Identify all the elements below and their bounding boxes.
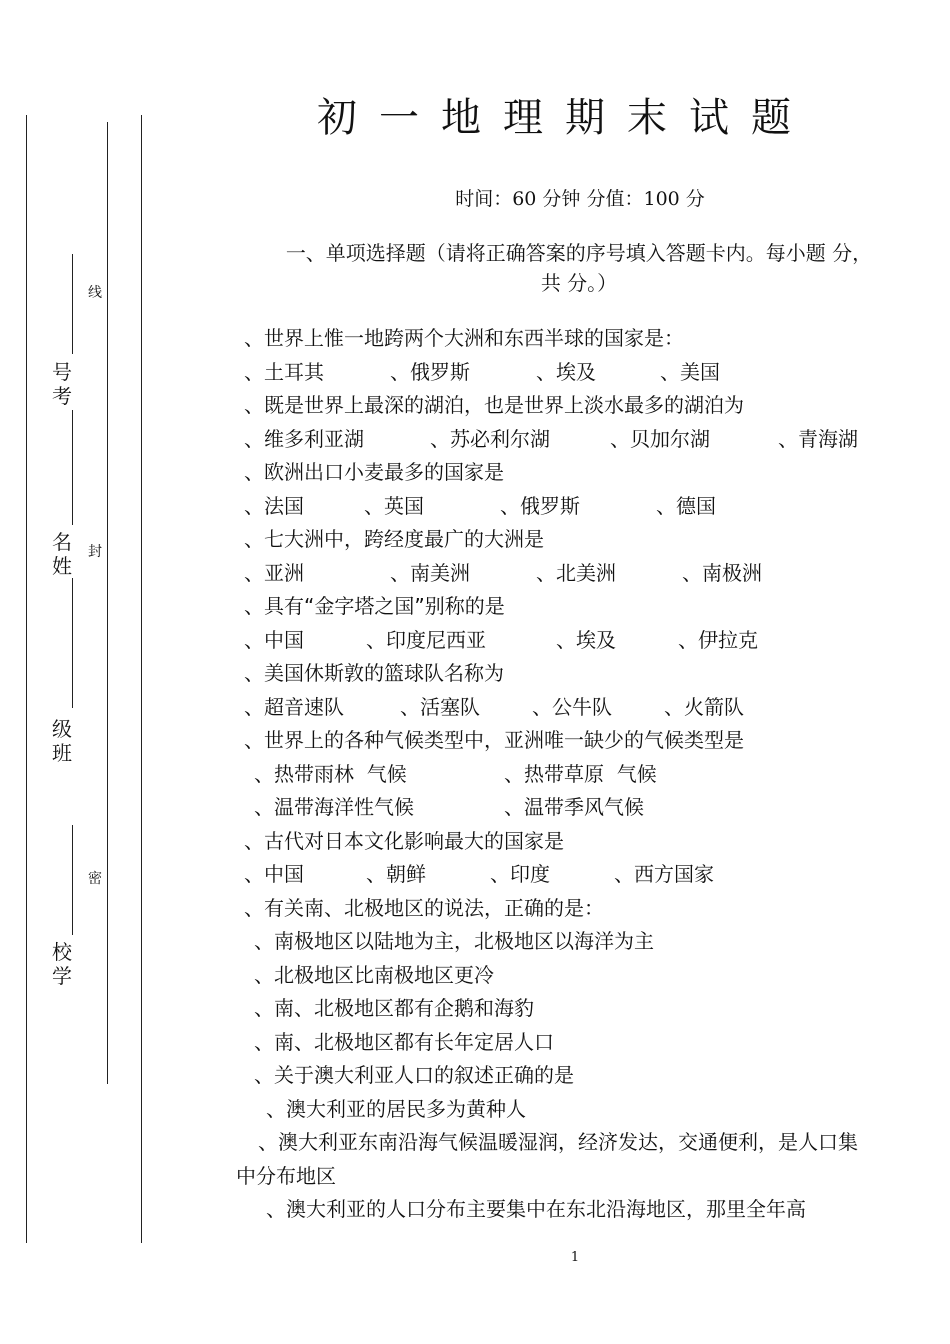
- page-number: 1: [570, 1250, 580, 1265]
- question-stem: 、欧洲出口小麦最多的国家是: [244, 460, 504, 484]
- binding-inner-line: [141, 115, 142, 1243]
- option-row: [244, 858, 874, 892]
- question-stem: 、七大洲中，跨经度最广的大洲是: [244, 527, 544, 551]
- option: 、北美洲: [536, 560, 616, 585]
- name-field-line: [72, 410, 73, 525]
- school-label: 校学: [52, 940, 72, 988]
- option: 、公牛队: [532, 694, 612, 719]
- option: 、土耳其: [244, 359, 324, 384]
- option: 、温带季风气候: [504, 795, 644, 819]
- seal-mark-secret: 密: [88, 871, 102, 887]
- exam-meta: 时间：60 分钟 分值：100 分: [455, 188, 705, 210]
- student-id-field-line: [72, 254, 73, 354]
- option: 、朝鲜: [366, 862, 426, 886]
- question-stem: 、世界上惟一地跨两个大洲和东西半球的国家是：: [244, 326, 684, 350]
- class-field-line: [72, 578, 73, 708]
- option: 、苏必利尔湖: [430, 426, 550, 451]
- question-stem: 、具有“金字塔之国”别称的是: [244, 594, 505, 618]
- option: 、澳大利亚的人口分布主要集中在东北沿海地区，那里全年高: [266, 1197, 806, 1221]
- question-stem: 、有关南、北极地区的说法，正确的是：: [244, 895, 604, 920]
- option: 、俄罗斯: [500, 493, 580, 518]
- option-row: [244, 356, 874, 390]
- option: 、活塞队: [400, 694, 480, 719]
- question-stem: 、世界上的各种气候类型中，亚洲唯一缺少的气候类型是: [244, 728, 744, 752]
- section-heading: 一、单项选择题（请将正确答案的序号填入答题卡内。每小题 分，共 分。）: [285, 241, 873, 295]
- option: 、澳大利亚东南沿海气候温暖湿润，经济发达，交通便利，是人口集中分布地区: [236, 1130, 858, 1188]
- binding-middle-line: [107, 122, 108, 1084]
- option: 、英国: [364, 493, 424, 518]
- option: 、印度尼西亚: [366, 627, 486, 652]
- option: 、南、北极地区都有企鹅和海豹: [254, 996, 534, 1020]
- option: 、西方国家: [614, 862, 714, 886]
- option: 、南美洲: [390, 560, 470, 585]
- option-wrapped: [236, 1126, 874, 1193]
- option-row: [244, 490, 874, 524]
- option: 、俄罗斯: [390, 359, 470, 384]
- option: 、澳大利亚的居民多为黄种人: [266, 1096, 526, 1121]
- seal-mark-seal: 封: [88, 544, 102, 560]
- question-stem: 、既是世界上最深的湖泊，也是世界上淡水最多的湖泊为: [244, 393, 744, 417]
- option: 、温带海洋性气候: [254, 795, 414, 819]
- option: 、德国: [656, 493, 716, 518]
- class-label: 级班: [52, 717, 72, 765]
- seal-mark-line: 线: [88, 285, 102, 301]
- question-stem: 、美国休斯敦的篮球队名称为: [244, 661, 504, 685]
- option: 、贝加尔湖: [610, 426, 710, 451]
- option: 、维多利亚湖: [244, 426, 364, 451]
- option: 、埃及: [536, 359, 596, 384]
- question-stem: 、关于澳大利亚人口的叙述正确的是: [254, 1063, 574, 1087]
- name-label: 名姓: [52, 530, 72, 578]
- option-row: [244, 758, 874, 792]
- option: 、南极地区以陆地为主，北极地区以海洋为主: [254, 929, 654, 953]
- option: 、法国: [244, 493, 304, 518]
- student-id-label: 号考: [52, 360, 72, 408]
- option: 、美国: [660, 359, 720, 384]
- option: 、青海湖: [778, 426, 858, 451]
- option: 、印度: [490, 862, 550, 886]
- option: 、中国: [244, 862, 304, 886]
- option: 、亚洲: [244, 560, 304, 585]
- option-row: [244, 423, 874, 457]
- option: 、北极地区比南极地区更冷: [254, 962, 494, 987]
- option: 、火箭队: [664, 694, 744, 719]
- option: 、埃及: [556, 627, 616, 652]
- question-list: [236, 322, 874, 1227]
- binding-outer-line: [26, 115, 27, 1243]
- option: 、南、北极地区都有长年定居人口: [254, 1029, 554, 1054]
- option: 、中国: [244, 627, 304, 652]
- option-row: [244, 791, 874, 825]
- option-row: [244, 691, 874, 725]
- option: 、伊拉克: [678, 627, 758, 652]
- option: 、热带草原 气候: [504, 761, 657, 786]
- option: 、超音速队: [244, 694, 344, 719]
- question-stem: 、古代对日本文化影响最大的国家是: [244, 828, 564, 853]
- school-field-line: [72, 825, 73, 935]
- option: 、南极洲: [682, 560, 762, 585]
- option-row: [244, 557, 874, 591]
- page-title: 初一地理期末试题: [317, 95, 813, 141]
- option: 、热带雨林 气候: [254, 761, 407, 786]
- option-row: [244, 624, 874, 658]
